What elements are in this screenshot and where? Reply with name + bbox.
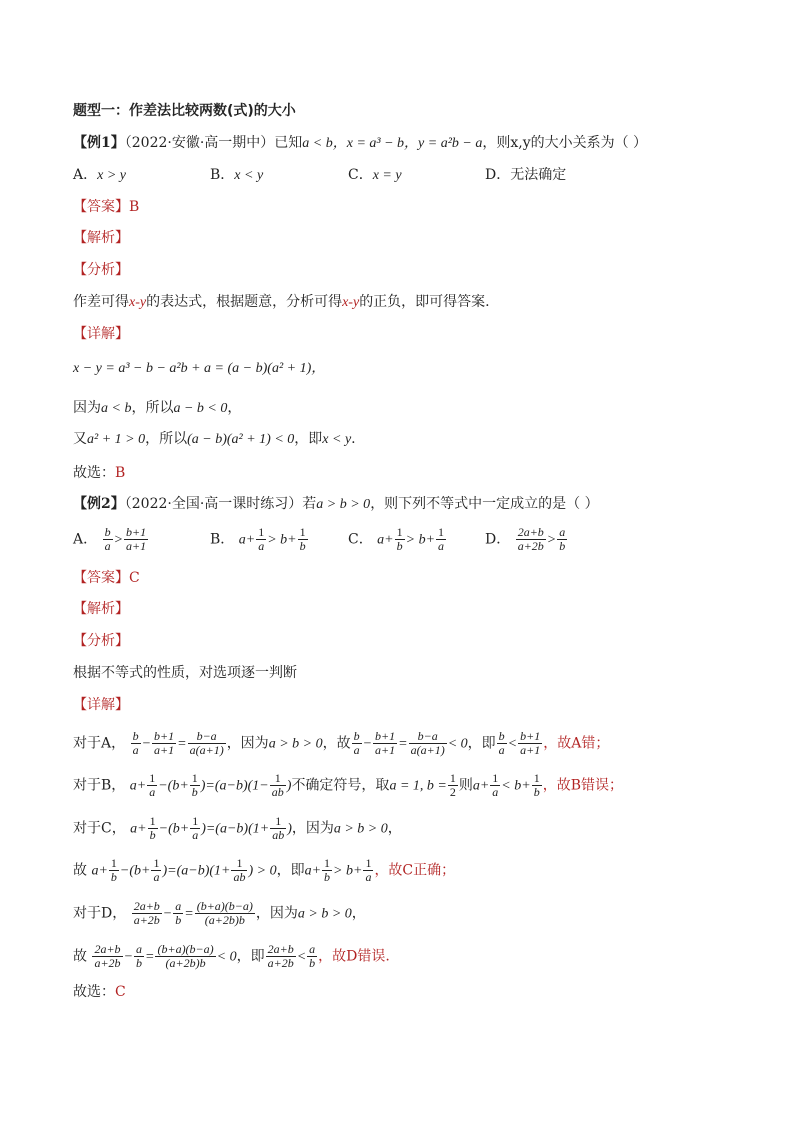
example-2-fenxi-text: 根据不等式的性质，对选项逐一判断 bbox=[73, 665, 297, 681]
example-2-question: 【例2】（2022·全国·高一课时练习）若a > b > 0，则下列不等式中一定成立的是（ ） bbox=[73, 496, 599, 512]
example-2-option-b: B． a+ $\frac{1}{a}$ > b+ $\frac{1}{b}$ bbox=[210, 525, 306, 553]
example-1-tag: 例1 bbox=[87, 135, 111, 151]
example-1-step-2: 因为a < b，所以a − b < 0， bbox=[73, 400, 242, 416]
example-2-fenxi-label: 【分析】 bbox=[73, 633, 129, 649]
example-2-option-a: A． $\frac{b}{a}$ > $\frac{b+1}{a+1}$ bbox=[73, 525, 147, 553]
example-1-option-d: D．无法确定 bbox=[485, 167, 567, 183]
example-2-step-c-1: 对于C， a+ $\frac{1}{b}$ −(b+ $\frac{1}{a}$ )=(a−b)(1+ $\frac{1}{ab}$ )，因为a > b > 0， bbox=[73, 814, 402, 842]
example-1-option-a: A．x > y bbox=[73, 167, 126, 183]
example-1-detail-label: 【详解】 bbox=[73, 326, 129, 342]
example-1-analysis-label: 【解析】 bbox=[73, 230, 129, 246]
example-1-fenxi-label: 【分析】 bbox=[73, 262, 129, 278]
example-2-tag: 例2 bbox=[87, 496, 111, 512]
example-1-step-3: 又a² + 1 > 0，所以(a − b)(a² + 1) < 0，即x < y. bbox=[73, 431, 356, 447]
example-2-final: 故选：C bbox=[73, 984, 126, 1000]
example-2-step-c-2: 故 a+ $\frac{1}{b}$ −(b+ $\frac{1}{a}$ )=(a−b)(1+ $\frac{1}{ab}$ ) > 0，即a+ $\frac{1}{b}$ > b+ $\frac{1}{a}$ ，故C正确； bbox=[73, 856, 456, 884]
example-2-option-c: C． a+ $\frac{1}{b}$ > b+ $\frac{1}{a}$ bbox=[348, 525, 445, 553]
example-2-step-a: 对于A， $\frac{b}{a}$ − $\frac{b+1}{a+1}$ = $\frac{b-a}{a(a+1)}$ ，因为a > b > 0，故 $\frac{b}{a}$ − $\frac{b+1}{a+1}$ = $\frac{b-a}{a(a+1)}$ < 0，即 $\frac{b}{a}$ < $\frac{b+1}{a+1}$ ，故A错； bbox=[73, 729, 610, 757]
section-title: 题型一：作差法比较两数(式)的大小 bbox=[73, 103, 296, 119]
example-1-step-1: x − y = a³ − b − a²b + a = (a − b)(a² + 1)， bbox=[73, 361, 326, 376]
example-2-condition: a > b > 0 bbox=[316, 497, 371, 512]
example-2-step-b: 对于B， a+ $\frac{1}{a}$ −(b+ $\frac{1}{b}$ )=(a−b)(1− $\frac{1}{ab}$ )不确定符号，取a = 1, b = $\frac{1}{2}$ 则a+ $\frac{1}{a}$ < b+ $\frac{1}{b}$ ，故B错误； bbox=[73, 771, 623, 799]
example-2-step-d-1: 对于D， $\frac{2a+b}{a+2b}$ − $\frac{a}{b}$ = $\frac{(b+a)(b-a)}{(a+2b)b}$ ，因为a > b > 0， bbox=[73, 899, 366, 927]
example-2-source: （2022·全国·高一课时练习）若 bbox=[124, 496, 317, 512]
example-2-step-d-2: 故 $\frac{2a+b}{a+2b}$ − $\frac{a}{b}$ = $\frac{(b+a)(b-a)}{(a+2b)b}$ < 0，即 $\frac{2a+b}{a+2b}$ < $\frac{a}{b}$ ，故D错误. bbox=[73, 942, 390, 970]
example-1-final: 故选：B bbox=[73, 465, 126, 481]
example-1-option-b: B．x < y bbox=[210, 167, 264, 183]
example-1-source: （2022·安徽·高一期中）已知 bbox=[124, 135, 303, 151]
example-1-condition: a < b，x = a³ − b，y = a²b − a bbox=[302, 136, 483, 151]
example-1-question bbox=[73, 133, 647, 154]
example-1-tag-close: 】 bbox=[110, 135, 125, 151]
example-2-option-d: D． $\frac{2a+b}{a+2b}$ > $\frac{a}{b}$ bbox=[485, 525, 566, 553]
example-2-analysis-label: 【解析】 bbox=[73, 601, 129, 617]
example-1-ask: ，则x,y的大小关系为（ ） bbox=[482, 135, 648, 151]
example-2-detail-label: 【详解】 bbox=[73, 697, 129, 713]
example-2-answer: 【答案】C bbox=[73, 570, 140, 586]
example-1-option-c: C．x = y bbox=[348, 167, 402, 183]
example-2-ask: ，则下列不等式中一定成立的是（ ） bbox=[370, 496, 599, 512]
example-1-fenxi-text: 作差可得x-y的表达式，根据题意，分析可得x-y的正负，即可得答案. bbox=[73, 294, 490, 310]
example-1-tag-open: 【 bbox=[73, 135, 87, 151]
example-1-answer: 【答案】B bbox=[73, 199, 140, 215]
